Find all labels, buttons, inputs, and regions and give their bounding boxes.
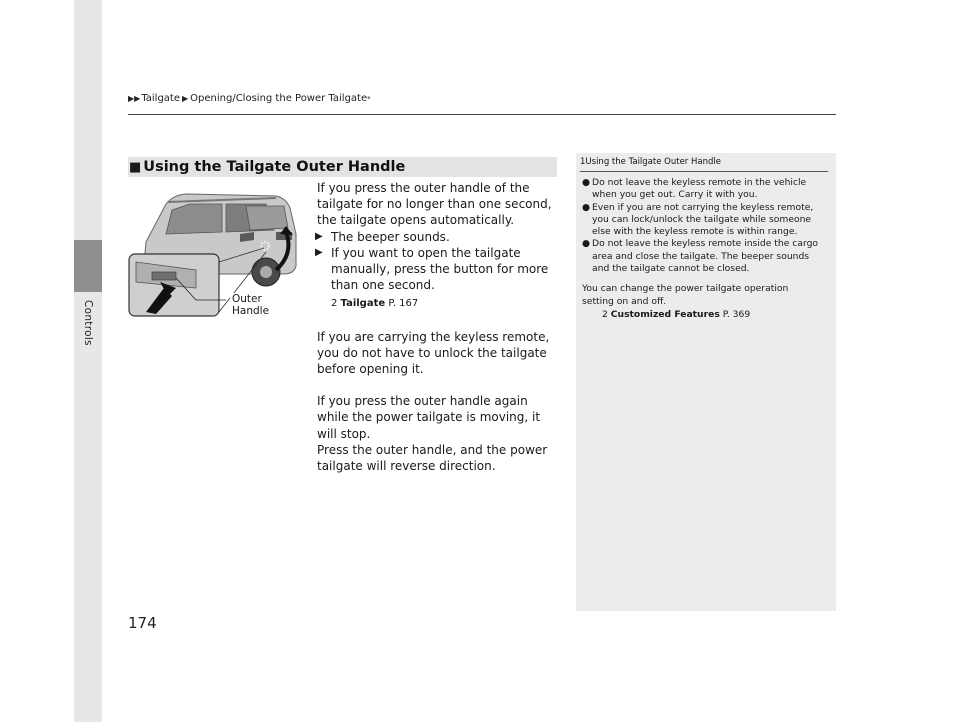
note-paragraph: You can change the power tailgate operation setting on and off. — [582, 283, 789, 307]
bullet-icon: ● — [582, 201, 591, 213]
note-icon: 1 — [580, 157, 586, 167]
paragraph: If you are carrying the keyless remote, you do not have to unlock the tailgate before opening it. — [317, 329, 550, 377]
reference-page: P. 167 — [388, 298, 419, 310]
breadcrumb-item-power-tailgate[interactable]: Opening/Closing the Power Tailgate — [190, 93, 368, 104]
header-rule — [128, 114, 836, 115]
note-heading: 1Using the Tailgate Outer Handle — [580, 157, 721, 167]
page-number: 174 — [128, 614, 157, 632]
note-page-reference[interactable] — [602, 309, 836, 320]
sub-bullet-text: The beeper sounds. — [331, 229, 450, 244]
note-rule — [580, 171, 828, 172]
paragraph: Press the outer handle, and the power tailgate will reverse direction. — [317, 442, 548, 474]
illustration — [126, 182, 304, 320]
note-bullet-list — [582, 177, 822, 275]
note-bullet: ● Even if you are not carrying the keyless remote, you can lock/unlock the tailgate while someone else with the keyless remote is within range. — [582, 201, 814, 238]
arrow-bullet-icon: ▶ — [315, 246, 323, 258]
bullet-icon: ● — [582, 238, 591, 250]
side-note — [576, 153, 836, 611]
side-tab-label: Controls — [82, 300, 94, 346]
reference-page: P. 369 — [722, 308, 751, 320]
section-header — [128, 157, 557, 177]
arrow-bullet-icon: ▶ — [315, 230, 323, 242]
sub-bullet-text: If you want to open the tailgate manually, press the button for more than one second. — [331, 245, 549, 293]
square-bullet-icon: ■ — [129, 159, 142, 175]
side-tab — [74, 0, 102, 722]
breadcrumb-arrow-icon: ▶▶ — [128, 94, 141, 103]
paragraph: If you press the outer handle again while the power tailgate is moving, it will stop. — [317, 394, 541, 441]
bullet-icon: ● — [582, 177, 591, 188]
reference-title: Customized Features — [610, 308, 720, 320]
body-text — [317, 180, 562, 474]
reference-icon: 2 — [602, 308, 611, 320]
sub-bullet — [317, 245, 562, 294]
note-bullet: ● Do not leave the keyless remote inside the cargo area and close the tailgate. The beeper sounds and the tailgate cannot be closed. — [582, 238, 819, 275]
breadcrumb — [128, 93, 371, 104]
page-reference[interactable] — [317, 296, 562, 312]
section-title: Using the Tailgate Outer Handle — [143, 159, 406, 175]
reference-icon: 2 — [331, 298, 341, 310]
breadcrumb-arrow-icon: ▶ — [182, 94, 189, 103]
paragraph: If you press the outer handle of the tailgate for no longer than one second, the tailgate opens automatically. — [317, 181, 552, 228]
figure-callout: Outer Handle — [230, 293, 304, 317]
side-tab-marker — [74, 240, 102, 292]
breadcrumb-item-tailgate[interactable]: Tailgate — [141, 93, 180, 104]
breadcrumb-suffix: * — [367, 94, 371, 103]
note-bullet: ● Do not leave the keyless remote in the vehicle when you get out. Carry it with you. — [582, 177, 807, 201]
sub-bullet — [317, 229, 562, 245]
reference-title: Tailgate — [340, 298, 386, 310]
